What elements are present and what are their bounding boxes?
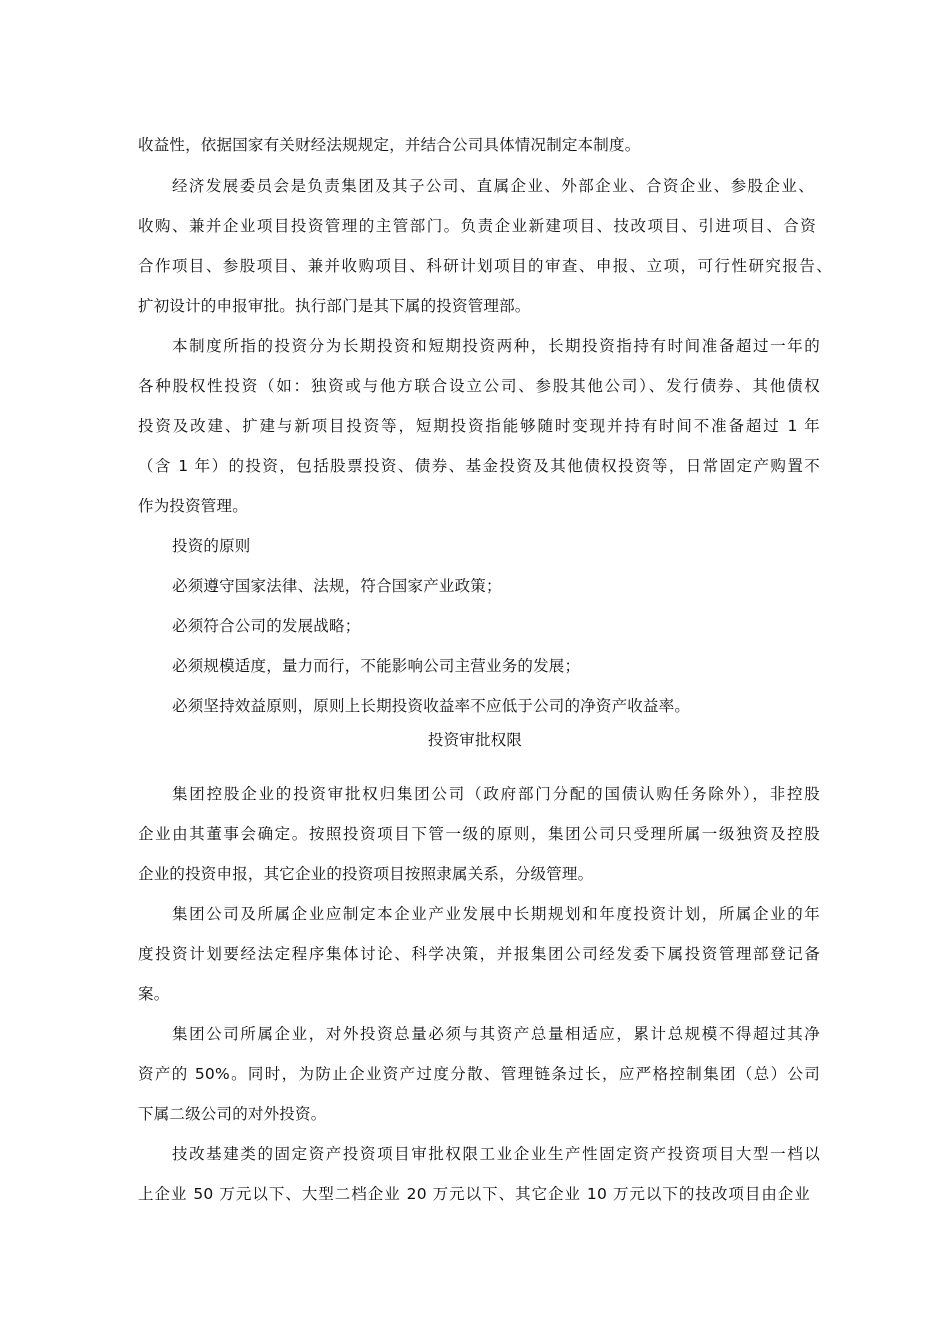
list-item: 必须符合公司的发展战略； [172, 617, 361, 635]
paragraph-line: 经济发展委员会是负责集团及其子公司、直属企业、外部企业、合资企业、参股企业、 [172, 177, 814, 195]
list-item: 必须坚持效益原则，原则上长期投资收益率不应低于公司的净资产收益率。 [172, 697, 691, 715]
paragraph-line: 集团公司所属企业，对外投资总量必须与其资产总量相适应，累计总规模不得超过其净 [172, 1025, 820, 1043]
list-item: 必须遵守国家法律、法规，符合国家产业政策； [172, 577, 502, 595]
list-item: 必须规模适度，量力而行，不能影响公司主营业务的发展； [172, 657, 581, 675]
paragraph-line: 度投资计划要经法定程序集体讨论、科学决策，并报集团公司经发委下属投资管理部登记备 [138, 945, 820, 963]
paragraph-line: 集团控股企业的投资审批权归集团公司（政府部门分配的国债认购任务除外），非控股 [172, 785, 820, 803]
paragraph-line: 案。 [138, 985, 170, 1003]
paragraph-line: 企业的投资申报，其它企业的投资项目按照隶属关系，分级管理。 [138, 865, 594, 883]
section-title: 投资审批权限 [427, 731, 523, 749]
paragraph-line: 技改基建类的固定资产投资项目审批权限工业企业生产性固定资产投资项目大型一档以 [172, 1145, 820, 1163]
paragraph-line: 投资及改建、扩建与新项目投资等，短期投资指能够随时变现并持有时间不准备超过 1 年 [138, 417, 820, 435]
paragraph-line: 各种股权性投资（如：独资或与他方联合设立公司、参股其他公司）、发行债券、其他债权 [138, 377, 820, 395]
section-heading: 投资的原则 [172, 537, 251, 555]
paragraph-line: 收益性，依据国家有关财经法规规定，并结合公司具体情况制定本制度。 [138, 136, 641, 154]
paragraph-line: 合作项目、参股项目、兼并收购项目、科研计划项目的审查、申报、立项，可行性研究报告、 [138, 257, 832, 275]
paragraph-line: 下属二级公司的对外投资。 [138, 1105, 327, 1123]
paragraph-line: 资产的 50%。同时，为防止企业资产过度分散、管理链条过长，应严格控制集团（总）公司 [138, 1065, 820, 1083]
paragraph-line: 企业由其董事会确定。按照投资项目下管一级的原则，集团公司只受理所属一级独资及控股 [138, 825, 820, 843]
paragraph-line: 集团公司及所属企业应制定本企业产业发展中长期规划和年度投资计划，所属企业的年 [172, 905, 820, 923]
paragraph-line: 收购、兼并企业项目投资管理的主管部门。负责企业新建项目、技改项目、引进项目、合资 [138, 217, 816, 235]
paragraph-line: 作为投资管理。 [138, 497, 248, 515]
paragraph-line: 扩初设计的申报审批。执行部门是其下属的投资管理部。 [138, 297, 531, 315]
paragraph-line: （含 1 年）的投资，包括股票投资、债券、基金投资及其他债权投资等，日常固定产购置不 [138, 457, 820, 475]
paragraph-line: 本制度所指的投资分为长期投资和短期投资两种，长期投资指持有时间准备超过一年的 [172, 337, 820, 355]
paragraph-line: 上企业 50 万元以下、大型二档企业 20 万元以下、其它企业 10 万元以下的技改项目由企业 [138, 1185, 810, 1203]
